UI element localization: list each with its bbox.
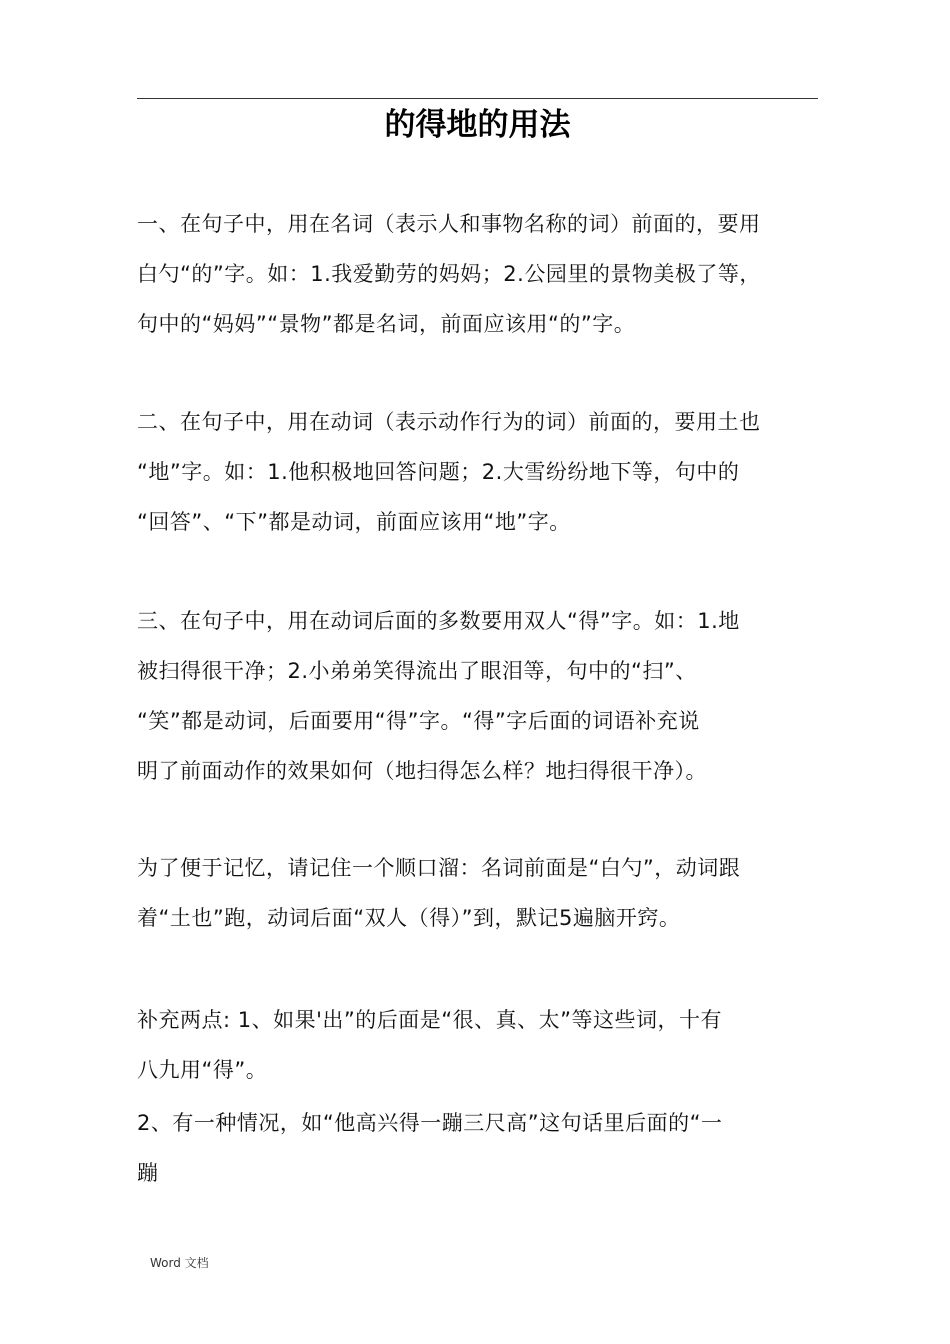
paragraph-line: 明了前面动作的效果如何（地扫得怎么样？地扫得很干净）。 bbox=[137, 759, 707, 783]
paragraph-line: 二、在句子中，用在动词（表示动作行为的词）前面的，要用土也 bbox=[137, 410, 761, 434]
paragraph-line: “笑”都是动词，后面要用“得”字。“得”字后面的词语补充说 bbox=[137, 709, 700, 733]
document-title: 的得地的用法 bbox=[384, 107, 571, 143]
paragraph-1 bbox=[137, 199, 818, 349]
paragraph-line: 蹦 bbox=[137, 1161, 159, 1185]
paragraph-5 bbox=[137, 995, 818, 1095]
paragraph-4 bbox=[137, 843, 818, 943]
paragraph-line: 三、在句子中，用在动词后面的多数要用双人“得”字。如：1.地 bbox=[137, 609, 740, 633]
paragraph-3 bbox=[137, 596, 818, 796]
paragraph-line: 八九用“得”。 bbox=[137, 1058, 268, 1082]
paragraph-2 bbox=[137, 397, 818, 547]
paragraph-line: 一、在句子中，用在名词（表示人和事物名称的词）前面的，要用 bbox=[137, 212, 761, 236]
paragraph-6 bbox=[137, 1098, 818, 1198]
paragraph-line: 白勺“的”字。如：1.我爱勤劳的妈妈；2.公园里的景物美极了等， bbox=[137, 262, 761, 286]
paragraph-line: 为了便于记忆，请记住一个顺口溜：名词前面是“白勺”，动词跟 bbox=[137, 856, 741, 880]
header-rule bbox=[137, 98, 818, 99]
paragraph-line: 被扫得很干净；2.小弟弟笑得流出了眼泪等，句中的“扫”、 bbox=[137, 659, 697, 683]
paragraph-line: 着“土也”跑，动词后面“双人（得）”到，默记5遍脑开窍。 bbox=[137, 906, 681, 930]
paragraph-line: “回答”、“下”都是动词，前面应该用“地”字。 bbox=[137, 510, 571, 534]
footer-label: Word 文档 bbox=[150, 1256, 209, 1270]
paragraph-line: 补充两点: 1、如果'出”的后面是“很、真、太”等这些词，十有 bbox=[137, 1008, 723, 1032]
paragraph-line: 句中的“妈妈”“景物”都是名词，前面应该用“的”字。 bbox=[137, 312, 636, 336]
paragraph-line: 2、有一种情况，如“他高兴得一蹦三尺高”这句话里后面的“一 bbox=[137, 1111, 723, 1135]
paragraph-line: “地”字。如：1.他积极地回答问题；2.大雪纷纷地下等，句中的 bbox=[137, 460, 740, 484]
